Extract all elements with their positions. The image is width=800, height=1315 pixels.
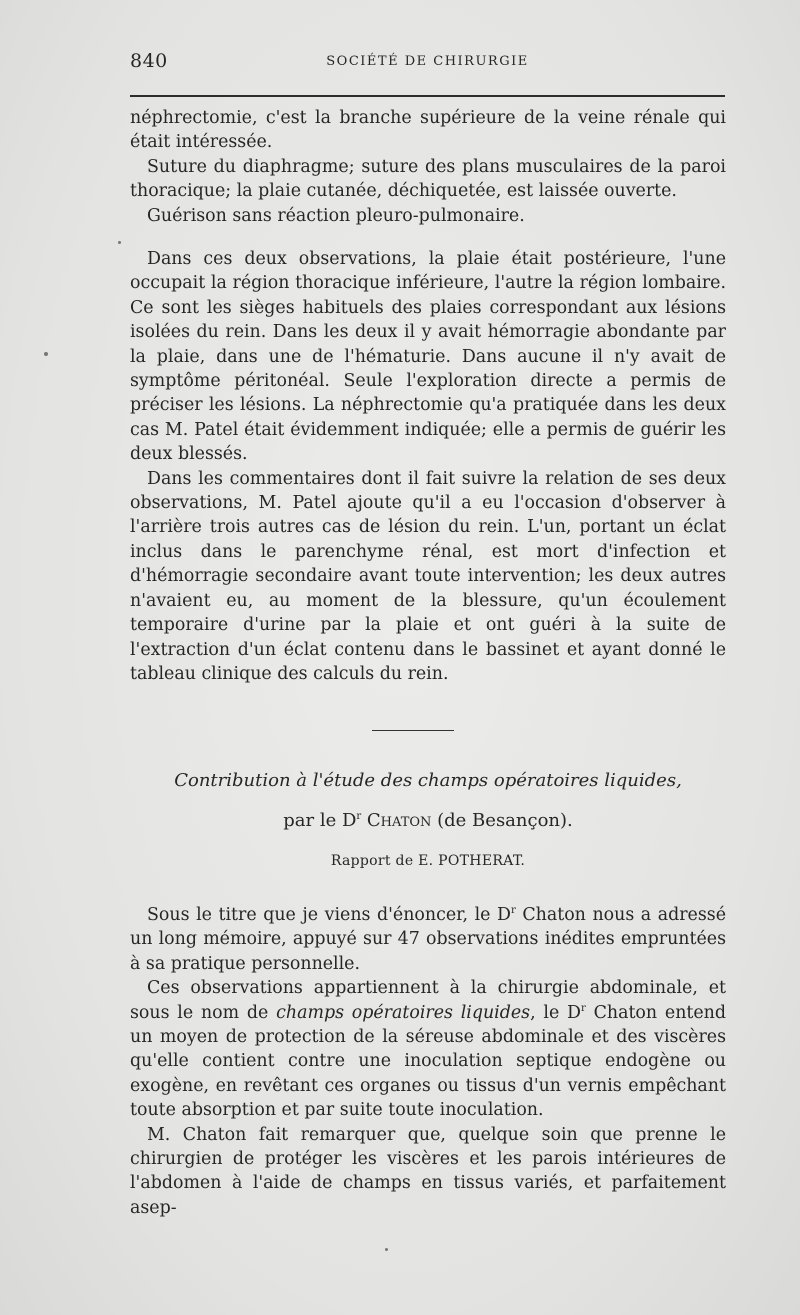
journal-title: SOCIÉTÉ DE CHIRURGIE bbox=[326, 54, 529, 69]
paragraph: néphrectomie, c'est la branche supérieure de la veine rénale qui était intéressée. bbox=[130, 108, 726, 153]
paragraph: M. Chaton fait remarquer que, quelque soin que prenne le chirurgien de protéger les viscères et les parois intérieures de l'abdomen à l'aide de champs en tissus variés, et parfaitement asep- bbox=[130, 1124, 726, 1218]
paragraph bbox=[130, 976, 726, 1122]
paper-speck bbox=[385, 1248, 388, 1251]
superscript: r bbox=[511, 905, 516, 916]
paper-speck bbox=[118, 241, 121, 244]
author-name: Chaton bbox=[366, 810, 432, 831]
text-run: Chaton nous a adressé un long mémoire, appuyé sur 47 observations inédites empruntées à sa pratique personnelle. bbox=[130, 905, 726, 974]
report-body bbox=[130, 903, 726, 1220]
paragraph: Dans ces deux observations, la plaie était postérieure, l'une occupait la région thoracique inférieure, l'autre la région lombaire. Ce sont les sièges habituels des plaies correspondant aux lésions isolées du rein. Dans les deux il y avait hémorragie abondante par la plaie, dans une de l'hématurie. Dans aucune il n'y avait de symptôme péritonéal. Seule l'exploration directe a permis de préciser les lésions. La néphrectomie qu'a pratiquée dans les deux cas M. Patel était évidemment indiquée; elle a permis de guérir les deux blessés. bbox=[130, 249, 726, 465]
running-head bbox=[130, 50, 725, 76]
article-title: Contribution à l'étude des champs opératoires liquides, bbox=[174, 770, 682, 791]
page-number: 840 bbox=[130, 50, 168, 72]
paragraph: Guérison sans réaction pleuro-pulmonaire. bbox=[147, 205, 525, 226]
text-run: Sous le titre que je viens d'énoncer, le D bbox=[147, 905, 511, 925]
section-separator bbox=[372, 730, 454, 731]
text-run: , le D bbox=[530, 1002, 581, 1023]
paragraph bbox=[130, 903, 726, 976]
article-byline bbox=[130, 810, 726, 831]
text-run: Ces observations appartiennent à la chirurgie abdominale, et sous le nom de bbox=[130, 978, 726, 1023]
paragraph: Dans les commentaires dont il fait suivre la relation de ses deux observations, M. Patel ajoute qu'il a eu l'occasion d'observer à l'arrière trois autres cas de lésion du rein. L'un, portant un éclat inclus dans le parenchyme rénal, est mort d'infection et d'hémorragie secondaire avant toute intervention; les deux autres n'avaient eu, au moment de la blessure, qu'un écoulement temporaire d'urine par la plaie et ont guéri à la suite de l'extraction d'un éclat contenu dans le bassinet et ayant donné le tableau clinique des calculs du rein. bbox=[130, 468, 726, 684]
paragraph: Suture du diaphragme; suture des plans musculaires de la paroi thoracique; la plaie cutanée, déchiquetée, est laissée ouverte. bbox=[130, 156, 726, 202]
rapporteur-line: Rapport de E. POTHERAT. bbox=[330, 853, 526, 869]
emphasized-term: champs opératoires liquides bbox=[276, 1002, 531, 1023]
header-rule bbox=[130, 95, 725, 97]
byline-prefix: par le D bbox=[283, 810, 357, 831]
superscript: r bbox=[581, 1002, 586, 1014]
discussion-section bbox=[130, 247, 726, 686]
author-location: (de Besançon). bbox=[437, 810, 573, 831]
text-run: Chaton entend un moyen de protection de la séreuse abdominale et des viscères qu'elle contient contre une inoculation septique endogène ou exogène, en revêtant ces organes ou tissus d'un vernis empêchant toute absorption et par suite toute inoculation. bbox=[130, 1002, 727, 1121]
byline-superscript: r bbox=[356, 811, 362, 822]
paper-speck bbox=[44, 352, 48, 356]
case-conclusion-section bbox=[130, 106, 726, 228]
